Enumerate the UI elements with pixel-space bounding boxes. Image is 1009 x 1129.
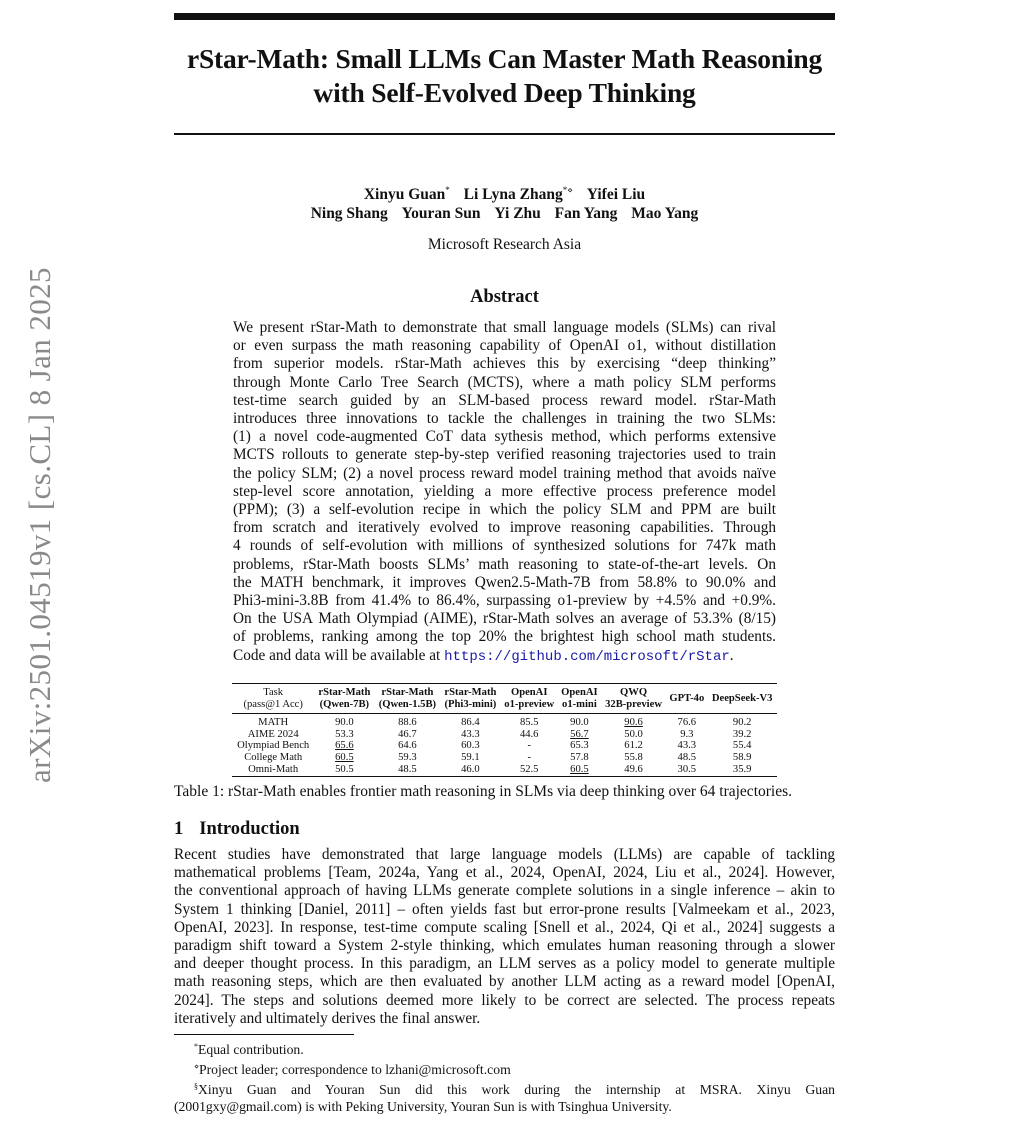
author [402,205,481,222]
author-name: Youran Sun [401,205,481,222]
task-name-cell: Olympiad Bench [237,740,310,752]
score-cell: 61.2 [624,740,643,752]
footnote [174,1058,835,1078]
footnote [174,1078,835,1098]
table-row [232,764,777,777]
abstract-line: or even surpass the math reasoning capability of OpenAI o1, without distillation [233,337,776,355]
abstract-line: On the USA Math Olympiad (AIME), rStar-Math solves an average of 53.3% (8/15) [233,610,776,628]
abstract-line: the policy SLM; (2) a novel process reward model training method that avoids naïve [233,464,776,482]
intro-line: OpenAI, 2023]. In response, test-time compute scaling [Snell et al., 2024, Qi et al., 2024] suggests a [174,918,835,936]
score-cell: 58.9 [732,751,752,763]
author-name: Mao Yang [631,205,699,222]
header-line: OpenAI [561,687,598,698]
intro-line: math reasoning steps, which are then evaluated by another LLM acting as a reward model [OpenAI, [174,973,835,991]
column-header [314,684,374,714]
header-line: o1-mini [562,698,597,710]
intro-line: System 1 thinking [Daniel, 2011] – often yields fast but error-prone results [Valmeekam et al., 2023, [174,900,835,918]
abstract-line: We present rStar-Math to demonstrate that small language models (SLMs) can rival [233,319,776,336]
header-line: rStar-Math [444,687,497,698]
score-cell: 65.6 [335,740,354,752]
column-header [374,684,440,714]
author-name: Yifei Liu [586,186,646,203]
score-cell: 44.6 [519,728,539,740]
score-cell: 59.1 [461,751,480,763]
task-header [232,684,314,714]
affiliation: Microsoft Research Asia [427,236,582,253]
column-header [440,684,500,714]
abstract-line: Phi3-mini-3.8B from 41.4% to 86.4%, surpassing o1-preview by +4.5% and +0.9%. [233,592,776,610]
intro-line: paradigm shift toward a System 2-style thinking, which emulates human reasoning through a slower [174,937,835,955]
header-line: Task [263,687,284,698]
intro-body [174,846,835,1028]
author-name: Li Lyna Zhang [463,186,563,203]
score-cell: 46.0 [461,763,480,775]
header-line: DeepSeek-V3 [711,692,773,704]
score-cell: 76.6 [677,717,697,729]
paper-title [160,42,849,110]
score-cell: 85.5 [519,717,539,729]
score-cell: 55.4 [732,740,752,752]
footnote-rule [174,1034,354,1035]
abstract-line: test-time search guided by an SLM-based process reward model. rStar-Math [233,391,776,409]
results-table [232,683,777,777]
section-heading [174,819,300,840]
abstract-heading: Abstract [470,287,539,307]
footnote-mark: § [194,1082,198,1091]
abstract-line: 4 rounds of self-evolution with millions of synthesized solutions for 747k math [233,537,776,555]
score-cell: 59.3 [398,751,417,763]
author-line-2 [160,204,849,223]
score-cell: 43.3 [677,740,697,752]
abstract-last-line: Code and data will be available at https://github.com/microsoft/rStar. [233,646,734,665]
author-list [160,181,849,223]
header-line: rStar-Math [381,687,434,698]
title-line-2: with Self-Evolved Deep Thinking [313,77,696,108]
header-line: o1-preview [504,698,555,710]
intro-line: and deeper thought process. In this paradigm, an LLM serves as a policy model to generate multiple [174,955,835,973]
author-line-1 [160,181,849,204]
header-line: (Qwen-7B) [319,698,370,710]
header-line: 32B-preview [605,698,662,710]
score-cell: 64.6 [398,740,417,752]
table-caption: Table 1: rStar-Math enables frontier math reasoning in SLMs via deep thinking over 64 trajectories. [174,783,793,800]
score-cell: 86.4 [461,717,480,729]
score-cell: 49.6 [624,763,643,775]
score-cell: 9.3 [680,728,694,740]
header-line: OpenAI [510,687,548,698]
column-header [666,684,707,714]
author [494,205,540,222]
abstract-line: (1) a novel code-augmented CoT data sythesis method, which performs extensive [233,428,776,446]
intro-line: iteratively and ultimately derives the final answer. [174,1009,481,1027]
table-row [232,752,777,764]
title-line-1: rStar-Math: Small LLMs Can Master Math Reasoning [186,43,823,74]
score-cell: 60.3 [461,740,480,752]
abstract-line: MCTS rollouts to generate step-by-step verified reasoning trajectories used to train [233,446,776,464]
header-line: GPT-4o [669,692,705,704]
author-name: Fan Yang [554,205,618,222]
header-line: (Qwen-1.5B) [378,698,437,710]
author-mark: * [445,185,450,195]
score-cell: - [527,740,531,752]
abstract-line: Code and data will be available at [233,646,441,664]
top-rule [174,13,835,20]
score-cell: - [527,751,531,763]
header-line: (Phi3-mini) [444,698,497,710]
score-cell: 48.5 [398,763,417,775]
score-cell: 90.6 [624,717,643,729]
author-name: Yi Zhu [494,205,541,222]
score-cell: 65.3 [570,740,589,752]
intro-line: mathematical problems [Team, 2024a, Yang et al., 2024, OpenAI, 2024, Liu et al., 2024]. However, [174,864,835,882]
author [587,186,645,203]
score-cell: 90.2 [732,717,752,729]
task-name-cell: MATH [258,717,289,729]
footnote [174,1038,835,1058]
table-row [232,729,777,741]
author [464,186,573,203]
score-cell: 30.5 [677,763,697,775]
score-cell: 53.3 [335,728,354,740]
score-cell: 43.3 [461,728,480,740]
task-name-cell: College Math [244,751,303,763]
column-header [558,684,601,714]
score-cell: 57.8 [570,751,589,763]
abstract-line: introduces three innovations to tackle the challenges in training the two SLMs: [233,410,776,428]
abstract-line: step-level score annotation, yielding a more effective process preference model [233,482,776,500]
table-row [232,714,777,729]
section-number: 1 [174,819,184,839]
abstract-line: from superior models. rStar-Math achieves this by exercising “deep thinking” [233,355,776,373]
table-row [232,740,777,752]
arxiv-identifier[interactable]: arXiv:2501.04519v1 [cs.CL] 8 Jan 2025 [22,267,57,783]
abstract-line: problems, rStar-Math boosts SLMs’ math reasoning to state-of-the-art levels. On [233,555,776,573]
intro-line: 2024]. The steps and solutions deemed more likely to be correct are selected. The process repeats [174,991,835,1009]
author [311,205,388,222]
footnotes [174,1038,835,1115]
abstract-line: of problems, ranking among the top 20% the brightest high school math students. [233,628,776,646]
score-cell: 50.0 [624,728,643,740]
author-name: Xinyu Guan [363,186,446,203]
header-line: QWQ [620,687,648,698]
intro-line: Recent studies have demonstrated that large language models (LLMs) are capable of tackling [174,846,835,863]
score-cell: 35.9 [732,763,752,775]
score-cell: 60.5 [335,751,354,763]
abstract-line: through Monte Carlo Tree Search (MCTS), where a math policy SLM performs [233,373,776,391]
section-title: Introduction [199,819,300,839]
score-cell: 52.5 [519,763,539,775]
author [364,186,450,203]
footnote-continuation: (2001gxy@gmail.com) is with Peking University, Youran Sun is with Tsinghua University. [174,1099,672,1114]
abstract-body [233,319,776,666]
abstract-line: from scratch and iteratively evolved to improve reasoning capabilities. Through [233,519,776,537]
abstract-line: the MATH benchmark, it improves Qwen2.5-Math-7B from 58.8% to 90.0% and [233,573,776,591]
score-cell: 60.5 [570,763,589,775]
header-line: rStar-Math [318,687,371,698]
column-header [601,684,666,714]
score-cell: 90.0 [335,717,354,729]
column-header [707,684,777,714]
author-mark: *⋄ [562,185,573,195]
author [555,205,618,222]
column-header [500,684,558,714]
footnote-text: Xinyu Guan and Youran Sun did this work during the internship at MSRA. Xinyu Guan [198,1082,835,1097]
task-name-cell: Omni-Math [248,763,299,775]
title-rule [174,133,835,135]
abstract-line: (PPM); (3) a self-evolution recipe in which the policy SLM and PPM are built [233,501,776,519]
score-cell: 90.0 [570,717,589,729]
score-cell: 56.7 [570,728,589,740]
score-cell: 48.5 [677,751,697,763]
task-name-cell: AIME 2024 [247,728,299,740]
code-link[interactable]: https://github.com/microsoft/rStar [444,648,730,665]
score-cell: 55.8 [624,751,643,763]
score-cell: 46.7 [398,728,417,740]
author [631,205,698,222]
score-cell: 39.2 [732,728,752,740]
table-header-row [232,684,777,714]
intro-line: the conventional approach of having LLMs generate complete solutions in a single inference – akin to [174,882,835,900]
author-name: Ning Shang [310,205,388,222]
header-line: (pass@1 Acc) [243,698,303,710]
table-body [232,714,777,777]
score-cell: 50.5 [335,763,354,775]
footnote-mark: ⋄ [194,1062,200,1071]
footnote-mark: * [194,1042,198,1051]
footnote-text: Equal contribution. [198,1042,304,1057]
score-cell: 88.6 [398,717,417,729]
footnote-text: Project leader; correspondence to lzhani@microsoft.com [199,1062,511,1077]
